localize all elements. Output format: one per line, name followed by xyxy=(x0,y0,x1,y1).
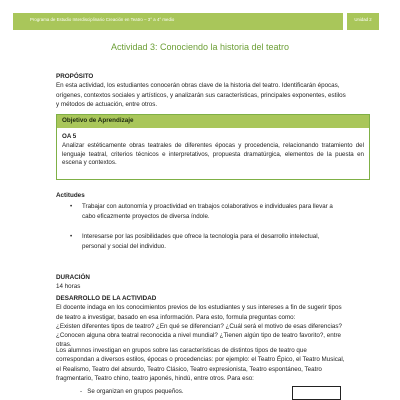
unit-badge xyxy=(346,13,379,30)
development-line: El docente indaga en los conocimientos previos de los estudiantes y sus intereses a fin de sugerir tipos xyxy=(56,304,342,312)
bullet-icon: • xyxy=(70,203,73,210)
oa-label: OA 5 xyxy=(62,133,77,140)
duration-section xyxy=(56,273,370,292)
development-line: el Realismo, Teatro del absurdo, Teatro Clásico, Teatro expresionista, Teatro espontáneo, Teatro xyxy=(56,365,322,373)
step-item xyxy=(80,388,184,395)
bullet-icon: • xyxy=(70,233,73,240)
dash-icon: - xyxy=(80,388,88,395)
objective-text: Analizar estéticamente obras teatrales de diferentes épocas y procedencia, relacionando tratamiento del lenguaje teatral, criterios técnicos e interpretativos, propuesta dramatúrgica, elementos de la puesta en escena y contextos. xyxy=(62,142,364,166)
development-line: ¿Existen diferentes tipos de teatro? ¿En qué se diferencian? ¿Cuál será el motivo de esas diferencias? xyxy=(56,322,342,330)
development-paragraph xyxy=(56,346,370,383)
program-name: Programa de Estudio Interdisciplinario Creación en Teatro – 3° a 4° medio xyxy=(30,17,175,22)
side-box xyxy=(292,386,341,400)
unit-label: Unidad 2 xyxy=(354,17,372,22)
purpose-section xyxy=(56,72,370,109)
duration-heading: DURACIÓN xyxy=(56,274,90,281)
purpose-line: orígenes, contextos sociales y artísticos, y analizarán sus características, principales exponentes, estilos xyxy=(56,91,346,99)
attitudes-heading: Actitudes xyxy=(56,192,85,199)
purpose-line: y métodos de actuación, entre otros. xyxy=(56,100,158,108)
development-line: Los alumnos investigan en grupos sobre las características de distintos tipos de teatro que xyxy=(56,347,307,354)
development-heading: DESARROLLO DE LA ACTIVIDAD xyxy=(56,295,157,302)
development-line: correspondan a diversos estilos, épocas o procedencias: por ejemplo: el Teatro Épico, el Teatro Musical, xyxy=(56,356,345,364)
learning-objective-box xyxy=(56,114,370,180)
step-text: Se organizan en grupos pequeños. xyxy=(87,388,184,395)
objective-body xyxy=(57,128,369,172)
duration-value: 14 horas xyxy=(56,283,81,291)
attitude-line: cabo eficazmente proyectos de diversa índole. xyxy=(82,213,210,220)
development-line: otras. xyxy=(56,341,72,349)
activity-title: Actividad 3: Conociendo la historia del teatro xyxy=(110,42,290,52)
attitude-line: personal y social del individuo. xyxy=(82,243,166,250)
purpose-heading: PROPÓSITO xyxy=(56,73,94,80)
attitude-line: Interesarse por las posibilidades que ofrece la tecnología para el desarrollo intelectual, xyxy=(82,233,320,240)
purpose-line: En esta actividad, los estudiantes conocerán obras clave de la historia del teatro. Identificarán épocas, xyxy=(56,82,340,90)
development-line: ¿Conocen alguna obra teatral reconocida a nivel mundial? ¿Tienen algún tipo de teatro favorito?, entre xyxy=(56,332,342,340)
attitude-line: Trabajar con autonomía y proactividad en trabajos colaborativos e individuales para llevar a xyxy=(82,203,333,210)
development-line: de teatro a investigar, basado en esa información. Para esto, formula preguntas como: xyxy=(56,313,296,321)
development-line: fragmentario, Teatro chino, teatro japonés, hindú, entre otros. Para eso: xyxy=(56,374,254,382)
page-header xyxy=(0,0,400,30)
development-section xyxy=(56,294,370,350)
objective-box-title: Objetivo de Aprendizaje xyxy=(57,115,369,128)
